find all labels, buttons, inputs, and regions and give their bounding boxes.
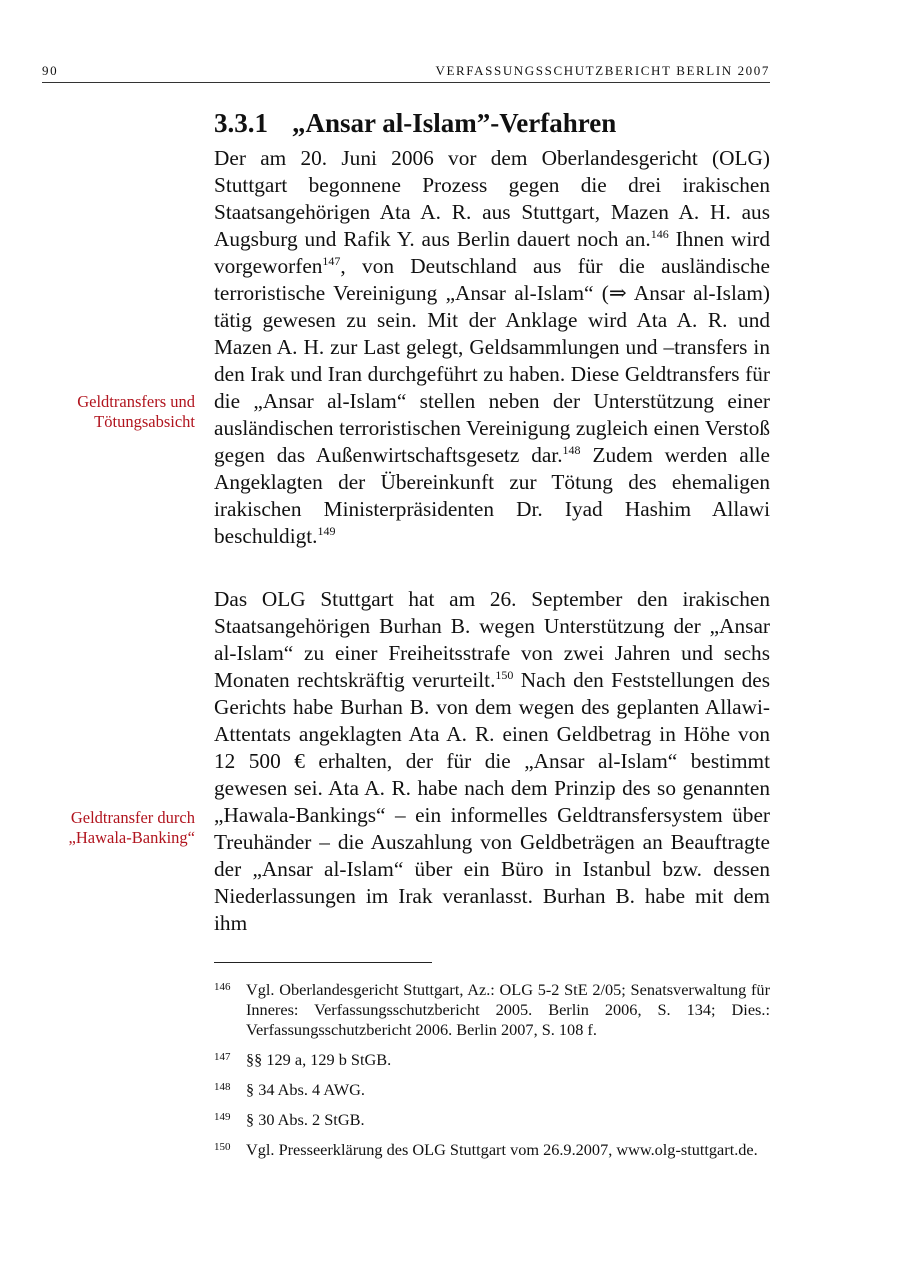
margin-note-geldtransfers: Geldtransfers und Tötungsabsicht <box>77 392 195 431</box>
footnote-reference: 150 <box>495 668 514 682</box>
footnote-text: § 34 Abs. 4 AWG. <box>246 1080 365 1099</box>
paragraph-text: , von Deutschland aus für die ausländische terroristische Vereinigung „Ansar al-Islam“ (⇒ Ansar al-Islam) tätig gewesen zu sein. Mit der Anklage wird Ata A. R. und Mazen A. H. zur Last gelegt, Geldsammlungen und –transfers in den Irak und Iran durchgeführt zu haben. Diese Geldtransfers für die „Ansar al-Islam“ stellen neben der Unterstützung einer ausländischen terroristischen Vereinigung zugleich einen Verstoß gegen das Außenwirtschaftsgesetz dar. <box>214 254 770 467</box>
section-heading <box>214 108 770 139</box>
page-number: 90 <box>42 63 59 78</box>
footnote-reference: 147 <box>322 254 341 268</box>
footnote-text: Vgl. Presseerklärung des OLG Stuttgart vom 26.9.2007, www.olg-stuttgart.de. <box>246 1140 758 1159</box>
paragraph-text: Ihnen wird vorgeworfen <box>214 227 770 278</box>
footnote-separator <box>214 962 432 963</box>
footnote-text: § 30 Abs. 2 StGB. <box>246 1110 365 1129</box>
paragraph <box>214 145 770 550</box>
paragraph-text: Das OLG Stuttgart hat am 26. September den irakischen Staatsangehörigen Burhan B. wegen Unterstützung der „Ansar al-Islam“ zu einer Freiheitsstrafe von zwei Jahren und sechs Monaten rechtskräftig verurteilt. <box>214 587 770 692</box>
footnote <box>214 1080 770 1100</box>
paragraph <box>214 586 770 937</box>
section-title: „Ansar al-Islam”-Verfahren <box>292 108 617 138</box>
footnote-number: 148 <box>214 1081 231 1093</box>
footnote-reference: 146 <box>650 227 669 241</box>
footnote <box>214 1110 770 1130</box>
footnote-number: 150 <box>214 1141 231 1153</box>
footnote-reference: 149 <box>317 524 336 538</box>
running-header <box>42 63 770 83</box>
footnote-text: Vgl. Oberlandesgericht Stuttgart, Az.: OLG 5-2 StE 2/05; Senatsverwaltung für Inneres: Verfassungsschutzbericht 2005. Berlin 2006, S. 134; Dies.: Verfassungsschutzbericht 2006. Berlin 2007, S. 108 f. <box>246 980 770 1039</box>
footnote-number: 149 <box>214 1111 231 1123</box>
section-number: 3.3.1 <box>214 108 268 138</box>
footnote-number: 146 <box>214 981 231 993</box>
running-title: VERFASSUNGSSCHUTZBERICHT BERLIN 2007 <box>435 63 770 78</box>
footnote <box>214 1140 770 1160</box>
footnote <box>214 980 770 1040</box>
footnote-text: §§ 129 a, 129 b StGB. <box>246 1050 392 1069</box>
footnote-reference: 148 <box>562 443 581 457</box>
footnote-number: 147 <box>214 1051 231 1063</box>
paragraph-text: Nach den Feststellungen des Gerichts habe Burhan B. von dem wegen des geplanten Allawi-Attentats angeklagten Ata A. R. einen Geldbetrag in Höhe von 12 500 € erhalten, der für die „Ansar al-Islam“ bestimmt gewesen sei. Ata A. R. habe nach dem Prinzip des so genannten „Hawala-Bankings“ – ein informelles Geldtransfersystem über Treuhänder – die Auszahlung von Geldbeträgen an Beauftragte der „Ansar al-Islam“ über ein Büro in Istanbul bzw. dessen Niederlassungen im Irak veranlasst. Burhan B. habe mit dem ihm <box>214 668 770 935</box>
margin-note-hawala: Geldtransfer durch „Hawala-Banking“ <box>68 808 195 847</box>
footnotes <box>214 980 770 1170</box>
paragraph-text: Der am 20. Juni 2006 vor dem Oberlandesgericht (OLG) Stuttgart begonnene Prozess gegen die drei irakischen Staatsangehörigen Ata A. R. aus Stuttgart, Mazen A. H. aus Augsburg und Rafik Y. aus Berlin dauert noch an. <box>214 146 770 251</box>
paragraph-text: Zudem werden alle Angeklagten der Übereinkunft zur Tötung des ehemaligen irakischen Ministerpräsidenten Dr. Iyad Hashim Allawi beschuldigt. <box>214 443 770 548</box>
footnote <box>214 1050 770 1070</box>
